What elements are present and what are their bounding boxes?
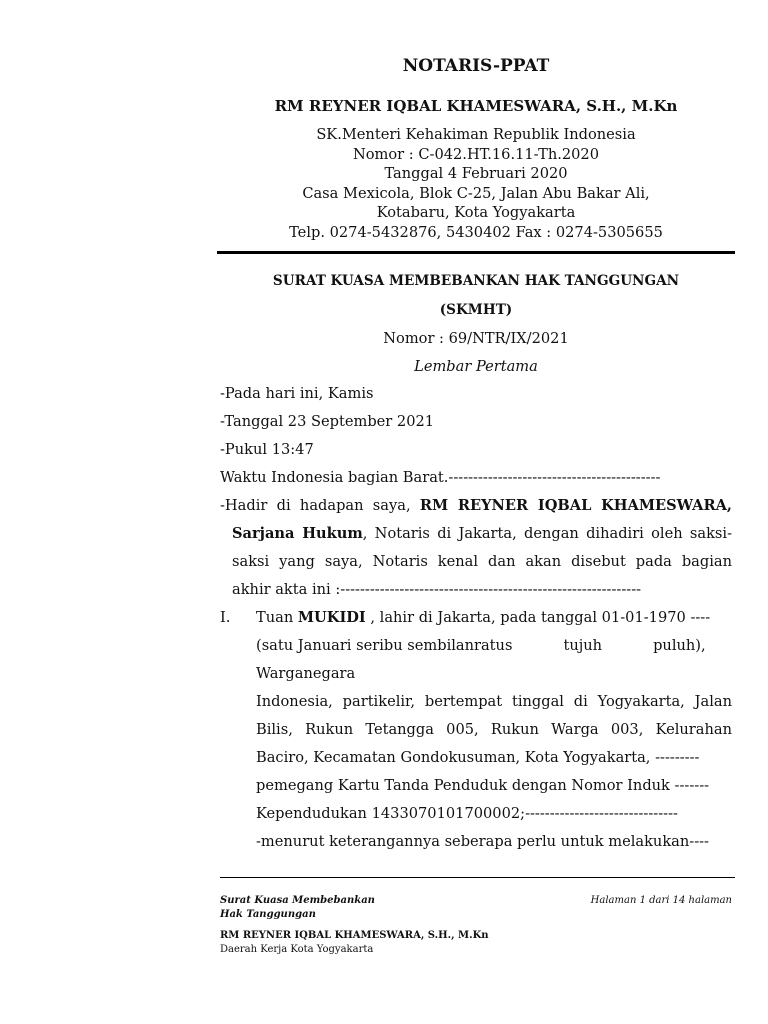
header-divider	[217, 251, 735, 254]
footer-document-title-1: Surat Kuasa Membebankan	[220, 895, 375, 906]
document-abbreviation: (SKMHT)	[439, 302, 513, 318]
party-line-2: (satu Januari seribu sembilanratus tujuh puluh),	[256, 637, 706, 654]
appearance-line-3: saksi yang saya, Notaris kenal dan akan disebut pada bagian	[232, 553, 732, 570]
party-line-4: Indonesia, partikelir, bertempat tinggal di Yogyakarta, Jalan	[256, 693, 732, 710]
notary-title-inline: Sarjana Hukum	[232, 525, 363, 542]
letterhead-title: NOTARIS-PPAT	[402, 56, 550, 76]
body-date: -Tanggal 23 September 2021	[220, 413, 435, 430]
letterhead-line-date: Tanggal 4 Februari 2020	[384, 165, 568, 183]
party-line-3: Warganegara	[256, 665, 356, 682]
appearance-line-2	[232, 525, 732, 542]
footer-notary-name: RM REYNER IQBAL KHAMESWARA, S.H., M.Kn	[220, 930, 489, 941]
party-line-8: Kependudukan 1433070101700002;-------------------------------	[256, 805, 678, 822]
party-birth: , lahir di Jakarta, pada tanggal 01-01-1970 ----	[365, 609, 711, 626]
party-line-9: -menurut keterangannya seberapa perlu untuk melakukan----	[256, 833, 709, 850]
document-title: SURAT KUASA MEMBEBANKAN HAK TANGGUNGAN	[272, 273, 680, 289]
document-sheet-label: Lembar Pertama	[414, 358, 538, 375]
notary-name-inline: RM REYNER IQBAL KHAMESWARA,	[419, 497, 732, 514]
party-salutation: Tuan	[256, 609, 298, 626]
party-line-1	[256, 609, 732, 626]
footer-divider	[220, 877, 735, 878]
letterhead-line-address-1: Casa Mexicola, Blok C-25, Jalan Abu Bakar Ali,	[302, 184, 650, 202]
document-number: Nomor : 69/NTR/IX/2021	[383, 330, 569, 347]
letterhead-line-address-2: Kotabaru, Kota Yogyakarta	[376, 204, 576, 222]
party-line-6: Baciro, Kecamatan Gondokusuman, Kota Yogyakarta, ---------	[256, 749, 700, 766]
appearance-text-2: , Notaris di Jakarta, dengan dihadiri oleh saksi-	[362, 525, 732, 542]
body-time: -Pukul 13:47	[220, 441, 314, 458]
letterhead-line-number: Nomor : C-042.HT.16.11-Th.2020	[353, 145, 599, 163]
footer-document-title-2: Hak Tanggungan	[220, 909, 316, 920]
party-line-7: pemegang Kartu Tanda Penduduk dengan Nomor Induk -------	[256, 777, 710, 794]
letterhead-details	[0, 125, 768, 243]
letterhead-line-contact: Telp. 0274-5432876, 5430402 Fax : 0274-5305655	[289, 223, 663, 241]
body-timezone: Waktu Indonesia bagian Barat.-------------------------------------------	[220, 469, 661, 486]
party-number: I.	[220, 609, 231, 626]
notary-name: RM REYNER IQBAL KHAMESWARA, S.H., M.Kn	[274, 97, 678, 115]
footer-region: Daerah Kerja Kota Yogyakarta	[220, 944, 374, 955]
footer-page-number: Halaman 1 dari 14 halaman	[590, 895, 732, 906]
appearance-line-4: akhir akta ini :-------------------------------------------------------------	[232, 581, 642, 598]
party-name: MUKIDI	[297, 609, 366, 626]
body-day: -Pada hari ini, Kamis	[220, 385, 374, 402]
letterhead-line-decree: SK.Menteri Kehakiman Republik Indonesia	[316, 126, 636, 143]
appearance-intro: -Hadir di hadapan saya,	[220, 497, 420, 514]
party-line-5: Bilis, Rukun Tetangga 005, Rukun Warga 003, Kelurahan	[256, 721, 732, 738]
appearance-line-1	[220, 497, 732, 514]
